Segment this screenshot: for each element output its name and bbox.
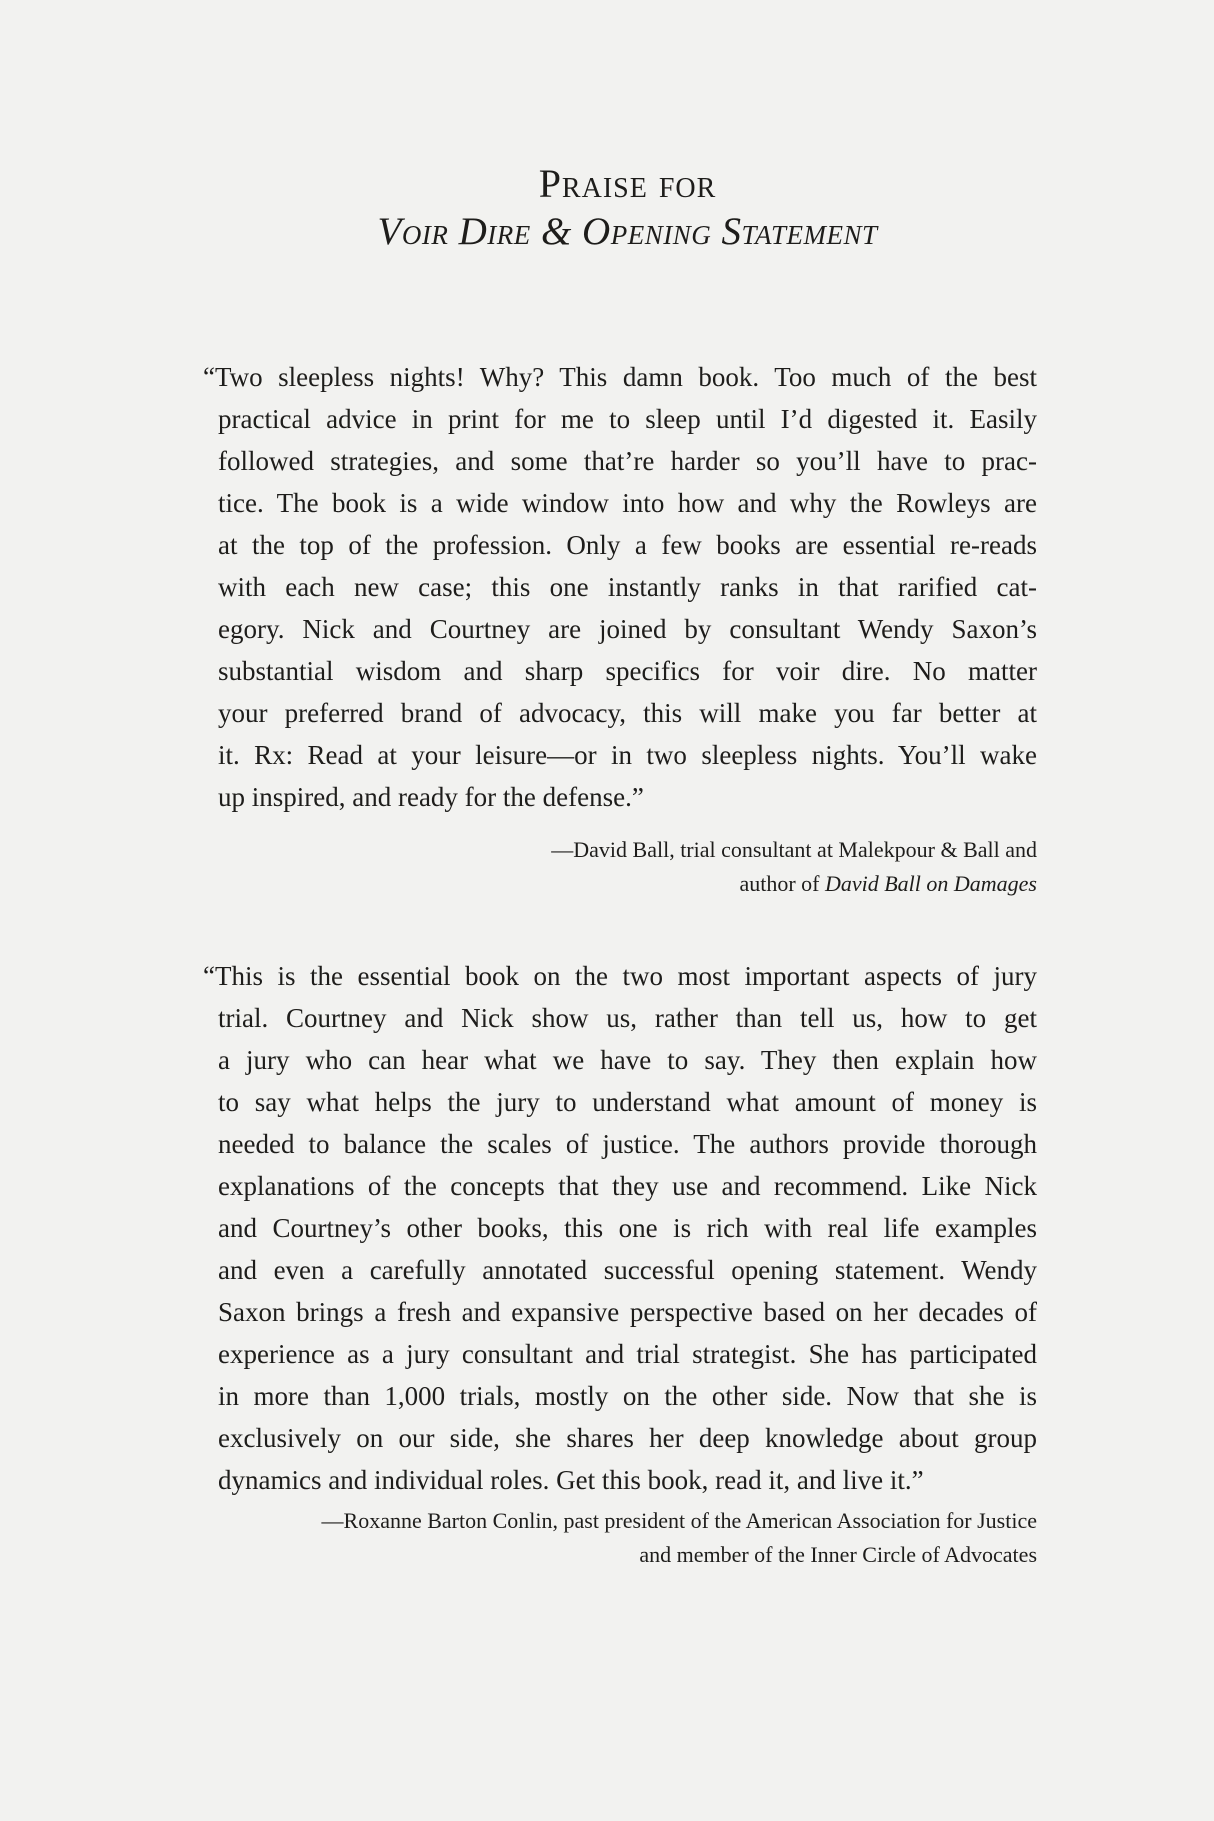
blurb-line: egory. Nick and Courtney are joined by consultant Wendy Saxon’s xyxy=(218,614,1037,644)
referenced-book-title: David Ball on Damages xyxy=(824,871,1037,896)
blurb-line: Saxon brings a fresh and expansive perspective based on her decades of xyxy=(218,1297,1037,1327)
blurb-line: with each new case; this one instantly ranks in that rarified cat- xyxy=(218,572,1037,602)
attribution-line xyxy=(218,867,1037,901)
blurb-line: followed strategies, and some that’re harder so you’ll have to prac- xyxy=(218,446,1037,476)
attribution-line: —David Ball, trial consultant at Malekpour & Ball and xyxy=(551,837,1037,862)
blurb-line: trial. Courtney and Nick show us, rather than tell us, how to get xyxy=(218,1003,1037,1033)
blurb-line: tice. The book is a wide window into how and why the Rowleys are xyxy=(218,488,1037,518)
blurb-line: and Courtney’s other books, this one is rich with real life examples xyxy=(218,1213,1037,1243)
blurb-line: at the top of the profession. Only a few books are essential re-reads xyxy=(218,530,1037,560)
blurb-line: your preferred brand of advocacy, this will make you far better at xyxy=(218,698,1037,728)
attribution-roxanne-conlin xyxy=(218,1504,1037,1572)
attribution-text: author of xyxy=(739,871,825,896)
attribution-david-ball xyxy=(218,833,1037,901)
blurb-line: up inspired, and ready for the defense.” xyxy=(218,782,644,812)
blurb-roxanne-conlin xyxy=(203,955,1037,1501)
blurb-line: “This is the essential book on the two most important aspects of jury xyxy=(203,961,1037,991)
praise-heading: Praise for xyxy=(538,161,717,206)
attribution-line: —Roxanne Barton Conlin, past president of the American Association for Justice xyxy=(321,1508,1037,1533)
blurb-line: substantial wisdom and sharp specifics for voir dire. No matter xyxy=(218,656,1037,686)
blurb-line: and even a carefully annotated successful opening statement. Wendy xyxy=(218,1255,1037,1285)
blurb-line: explanations of the concepts that they use and recommend. Like Nick xyxy=(218,1171,1037,1201)
blurb-line: in more than 1,000 trials, mostly on the other side. Now that she is xyxy=(218,1381,1037,1411)
blurb-line: needed to balance the scales of justice. The authors provide thorough xyxy=(218,1129,1037,1159)
blurb-line: dynamics and individual roles. Get this book, read it, and live it.” xyxy=(218,1465,924,1495)
attribution-line: and member of the Inner Circle of Advocates xyxy=(639,1542,1037,1567)
blurb-david-ball xyxy=(203,356,1037,818)
book-title-heading: Voir Dire & Opening Statement xyxy=(377,210,878,253)
blurb-line: experience as a jury consultant and trial strategist. She has participated xyxy=(218,1339,1037,1369)
blurb-line: exclusively on our side, she shares her deep knowledge about group xyxy=(218,1423,1037,1453)
blurb-line: it. Rx: Read at your leisure—or in two sleepless nights. You’ll wake xyxy=(218,740,1037,770)
blurb-line: a jury who can hear what we have to say. They then explain how xyxy=(218,1045,1037,1075)
blurb-line: to say what helps the jury to understand what amount of money is xyxy=(218,1087,1037,1117)
blurb-line: practical advice in print for me to sleep until I’d digested it. Easily xyxy=(218,404,1037,434)
blurb-line: “Two sleepless nights! Why? This damn book. Too much of the best xyxy=(203,362,1037,392)
